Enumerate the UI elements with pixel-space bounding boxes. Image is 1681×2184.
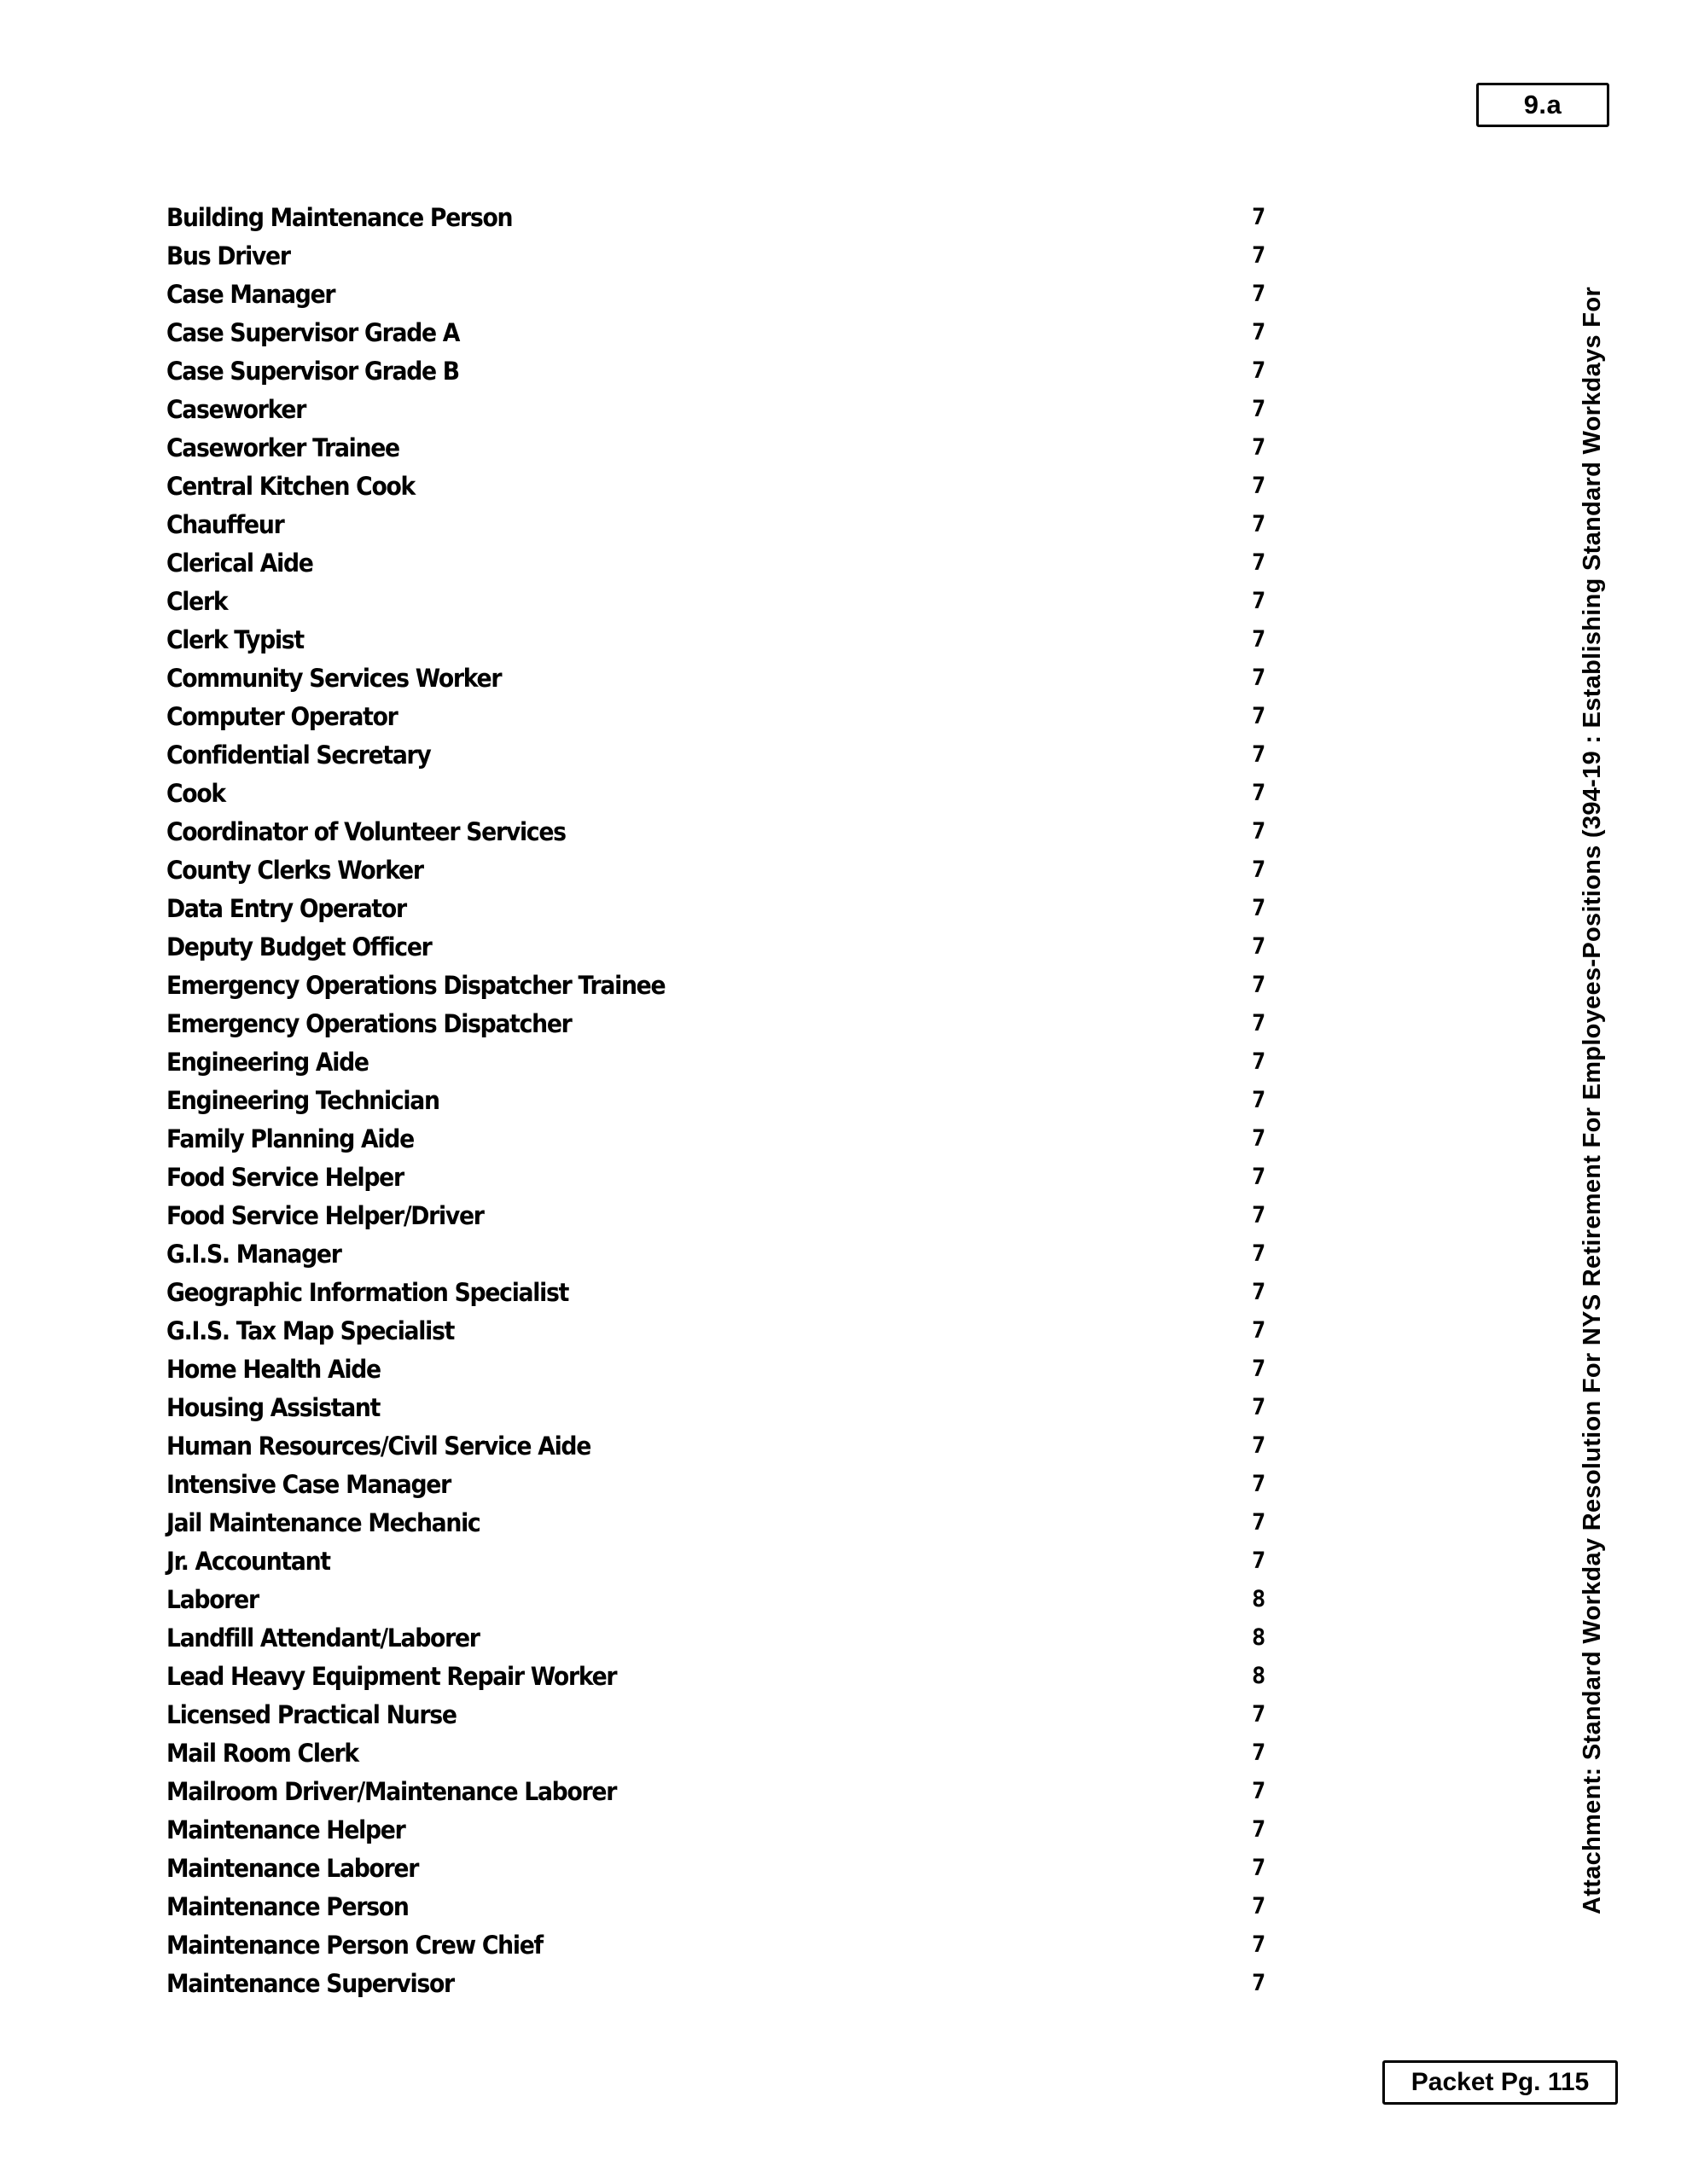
position-row: [166, 1926, 1310, 1964]
position-row: [166, 1734, 1310, 1772]
standard-workday-hours: 7: [1252, 1701, 1266, 1728]
position-title: Building Maintenance Person: [166, 202, 513, 232]
position-row: [166, 1350, 1310, 1388]
standard-workday-hours: 8: [1252, 1663, 1266, 1689]
standard-workday-hours: 7: [1252, 1356, 1266, 1382]
position-title: Bus Driver: [166, 241, 290, 270]
position-row: [166, 1004, 1310, 1043]
standard-workday-hours: 8: [1252, 1586, 1266, 1612]
position-row: [166, 1388, 1310, 1426]
position-row: [166, 1503, 1310, 1542]
position-row: [166, 1618, 1310, 1657]
standard-workday-hours: 7: [1252, 1164, 1266, 1190]
position-title: Clerk: [166, 586, 228, 616]
position-row: [166, 313, 1310, 351]
position-row: [166, 1695, 1310, 1734]
attachment-caption: Attachment: Standard Workday Resolution For NYS Retirement For Employees-Positions (394-19 : Establishing Standard Workdays For: [1579, 287, 1606, 1914]
standard-workday-hours: 7: [1252, 1240, 1266, 1267]
standard-workday-hours: 7: [1252, 1855, 1266, 1881]
position-title: Lead Heavy Equipment Repair Worker: [166, 1661, 617, 1691]
position-title: Mailroom Driver/Maintenance Laborer: [166, 1776, 617, 1806]
position-title: Maintenance Person: [166, 1891, 409, 1921]
standard-workday-hours: 7: [1252, 1394, 1266, 1420]
position-title: Deputy Budget Officer: [166, 932, 432, 961]
agenda-item-tag: [1476, 83, 1609, 127]
position-title: Mail Room Clerk: [166, 1738, 358, 1768]
position-row: [166, 543, 1310, 582]
standard-workday-hours: 7: [1252, 319, 1266, 346]
position-title: Computer Operator: [166, 701, 398, 731]
position-row: [166, 1887, 1310, 1926]
position-title: Maintenance Laborer: [166, 1853, 419, 1883]
position-row: [166, 505, 1310, 543]
packet-page-number: Packet Pg. 115: [1411, 2068, 1590, 2096]
position-row: [166, 275, 1310, 313]
position-row: [166, 889, 1310, 927]
standard-workday-hours: 7: [1252, 626, 1266, 653]
position-row: [166, 927, 1310, 966]
position-row: [166, 1273, 1310, 1311]
position-row: [166, 966, 1310, 1004]
standard-workday-hours: 7: [1252, 1202, 1266, 1228]
standard-workday-hours: 7: [1252, 1279, 1266, 1305]
position-title: Case Manager: [166, 279, 335, 309]
position-title: Geographic Information Specialist: [166, 1277, 569, 1307]
position-title: Maintenance Helper: [166, 1815, 405, 1844]
position-title: County Clerks Worker: [166, 855, 423, 885]
position-title: Housing Assistant: [166, 1392, 381, 1422]
position-title: Clerk Typist: [166, 624, 304, 654]
standard-workday-hours: 7: [1252, 1125, 1266, 1152]
standard-workday-hours: 7: [1252, 1816, 1266, 1843]
position-row: [166, 1158, 1310, 1196]
standard-workday-hours: 7: [1252, 818, 1266, 845]
position-row: [166, 236, 1310, 275]
standard-workday-hours: 7: [1252, 857, 1266, 883]
position-title: Jail Maintenance Mechanic: [166, 1507, 480, 1537]
standard-workday-hours: 7: [1252, 357, 1266, 384]
standard-workday-hours: 7: [1252, 1778, 1266, 1804]
standard-workday-hours: 7: [1252, 1087, 1266, 1113]
position-title: Chauffeur: [166, 509, 284, 539]
position-title: Engineering Technician: [166, 1085, 439, 1115]
position-title: Caseworker Trainee: [166, 433, 399, 462]
standard-workday-hours: 7: [1252, 1740, 1266, 1766]
position-row: [166, 620, 1310, 659]
standard-workday-hours: 7: [1252, 281, 1266, 307]
position-list: [166, 198, 1310, 2002]
position-row: [166, 1465, 1310, 1503]
position-row: [166, 1081, 1310, 1119]
standard-workday-hours: 7: [1252, 588, 1266, 614]
position-row: [166, 1810, 1310, 1849]
position-title: Human Resources/Civil Service Aide: [166, 1431, 591, 1461]
position-row: [166, 428, 1310, 467]
position-row: [166, 1196, 1310, 1234]
position-title: Licensed Practical Nurse: [166, 1699, 457, 1729]
position-title: Clerical Aide: [166, 548, 313, 578]
position-row: [166, 1849, 1310, 1887]
position-title: Data Entry Operator: [166, 893, 406, 923]
agenda-item-number: 9.a: [1523, 90, 1562, 119]
packet-page-box: [1382, 2060, 1618, 2105]
standard-workday-hours: 7: [1252, 1548, 1266, 1574]
position-title: G.I.S. Tax Map Specialist: [166, 1316, 455, 1345]
position-title: Food Service Helper: [166, 1162, 404, 1192]
standard-workday-hours: 7: [1252, 434, 1266, 461]
standard-workday-hours: 7: [1252, 1048, 1266, 1075]
standard-workday-hours: 7: [1252, 780, 1266, 806]
position-row: [166, 198, 1310, 236]
position-title: Confidential Secretary: [166, 740, 431, 770]
position-row: [166, 390, 1310, 428]
position-row: [166, 851, 1310, 889]
position-row: [166, 774, 1310, 812]
position-title: Central Kitchen Cook: [166, 471, 416, 501]
position-row: [166, 812, 1310, 851]
position-title: Case Supervisor Grade B: [166, 356, 459, 386]
standard-workday-hours: 7: [1252, 1931, 1266, 1958]
standard-workday-hours: 7: [1252, 665, 1266, 691]
standard-workday-hours: 7: [1252, 1010, 1266, 1037]
position-title: Coordinator of Volunteer Services: [166, 816, 566, 846]
standard-workday-hours: 7: [1252, 473, 1266, 499]
position-row: [166, 1311, 1310, 1350]
position-row: [166, 1043, 1310, 1081]
position-title: Jr. Accountant: [166, 1546, 330, 1576]
position-title: Maintenance Supervisor: [166, 1968, 454, 1998]
standard-workday-hours: 7: [1252, 1970, 1266, 1996]
position-title: G.I.S. Manager: [166, 1239, 341, 1269]
standard-workday-hours: 7: [1252, 972, 1266, 998]
position-row: [166, 1964, 1310, 2002]
position-title: Community Services Worker: [166, 663, 502, 693]
position-row: [166, 735, 1310, 774]
position-row: [166, 1119, 1310, 1158]
position-title: Emergency Operations Dispatcher: [166, 1008, 572, 1038]
position-row: [166, 1657, 1310, 1695]
position-row: [166, 1542, 1310, 1580]
standard-workday-hours: 7: [1252, 933, 1266, 960]
standard-workday-hours: 7: [1252, 741, 1266, 768]
standard-workday-hours: 7: [1252, 1509, 1266, 1536]
standard-workday-hours: 7: [1252, 396, 1266, 422]
position-title: Caseworker: [166, 394, 306, 424]
position-row: [166, 1426, 1310, 1465]
position-title: Laborer: [166, 1584, 259, 1614]
position-row: [166, 582, 1310, 620]
standard-workday-hours: 7: [1252, 242, 1266, 269]
position-row: [166, 659, 1310, 697]
standard-workday-hours: 7: [1252, 703, 1266, 729]
standard-workday-hours: 7: [1252, 1471, 1266, 1497]
position-title: Cook: [166, 778, 225, 808]
position-title: Family Planning Aide: [166, 1124, 414, 1153]
standard-workday-hours: 7: [1252, 895, 1266, 921]
standard-workday-hours: 7: [1252, 1317, 1266, 1344]
position-title: Emergency Operations Dispatcher Trainee: [166, 970, 666, 1000]
position-title: Landfill Attendant/Laborer: [166, 1623, 480, 1653]
standard-workday-hours: 7: [1252, 511, 1266, 537]
position-row: [166, 1772, 1310, 1810]
position-row: [166, 467, 1310, 505]
position-title: Maintenance Person Crew Chief: [166, 1930, 543, 1960]
position-title: Case Supervisor Grade A: [166, 317, 460, 347]
position-title: Engineering Aide: [166, 1047, 369, 1077]
position-row: [166, 351, 1310, 390]
position-row: [166, 1234, 1310, 1273]
position-title: Intensive Case Manager: [166, 1469, 451, 1499]
standard-workday-hours: 7: [1252, 1893, 1266, 1920]
position-title: Food Service Helper/Driver: [166, 1200, 484, 1230]
position-row: [166, 697, 1310, 735]
position-row: [166, 1580, 1310, 1618]
standard-workday-hours: 7: [1252, 1432, 1266, 1459]
standard-workday-hours: 7: [1252, 549, 1266, 576]
position-title: Home Health Aide: [166, 1354, 381, 1384]
standard-workday-hours: 7: [1252, 204, 1266, 230]
standard-workday-hours: 8: [1252, 1624, 1266, 1651]
